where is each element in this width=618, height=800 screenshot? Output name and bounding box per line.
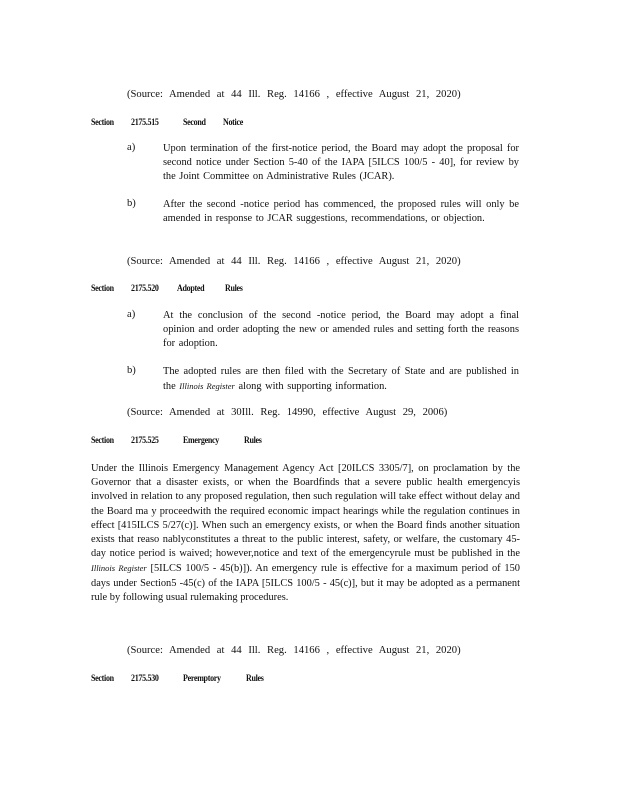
section-number: 2175.515 [131, 117, 159, 128]
section-525-body [91, 462, 520, 605]
item-520-b-text [163, 365, 519, 394]
text-run: [5ILCS 100/5 - 45(b)]). An emergency rule is effective for a maximum period of 150 days under Section5 -45(c) of the IAPA [5ILCS 100/5 - 45(c)], but it may be adopted as a permanent rule by following usual rulemaking procedures. [91, 563, 520, 603]
text-run: along with supporting information. [234, 381, 387, 393]
section-title-word: Emergency [183, 435, 219, 446]
source-note: (Source: Amended at 44 Ill. Reg. 14166 , effective August 21, 2020) [127, 645, 461, 656]
journal-name-italic: Illinois Register [179, 381, 235, 392]
section-title-word: Rules [225, 283, 243, 294]
text-run: Under the Illinois Emergency Management Agency Act [20ILCS 3305/7], on proclamation by the Governor that a disaster exists, or when the Boardfinds that a severe public health emergencyis involved in relation to any proposed regulation, then such regulation will take effect without delay and the Board ma y proceedwith the required economic impact hearings while the regulation continues in effect [415ILCS 5/27(c)]. When such an emergency exists, or when the Board finds another situation exists that reaso nablyconstitutes a threat to the public interest, safety, or welfare, the customary 45-day notice period is waived; however,notice and text of the emergencyrule must be published in the [91, 463, 520, 560]
item-515-b-text: After the second -notice period has commenced, the proposed rules will only be amended in response to JCAR suggestions, recommendations, or objection. [163, 199, 519, 225]
source-note: (Source: Amended at 44 Ill. Reg. 14166 , effective August 21, 2020) [127, 89, 461, 100]
section-title-word: Peremptory [183, 673, 221, 684]
section-label: Section [91, 117, 114, 128]
section-title-word: Rules [246, 673, 264, 684]
item-marker: b) [127, 365, 136, 376]
section-number: 2175.525 [131, 435, 159, 446]
journal-name-italic: Illinois Register [91, 563, 147, 574]
section-label: Section [91, 283, 114, 294]
source-note: (Source: Amended at 30Ill. Reg. 14990, effective August 29, 2006) [127, 407, 448, 418]
section-label: Section [91, 673, 114, 684]
section-title-word: Second [183, 117, 206, 128]
item-520-a-text: At the conclusion of the second -notice period, the Board may adopt a final opinion and order adopting the new or amended rules and setting forth the reasons for adoption. [163, 310, 519, 350]
section-title-word: Rules [244, 435, 262, 446]
section-number: 2175.530 [131, 673, 159, 684]
section-label: Section [91, 435, 114, 446]
item-marker: b) [127, 198, 136, 209]
section-title-word: Adopted [177, 283, 205, 294]
source-note: (Source: Amended at 44 Ill. Reg. 14166 , effective August 21, 2020) [127, 256, 461, 267]
section-number: 2175.520 [131, 283, 159, 294]
item-marker: a) [127, 309, 136, 320]
item-marker: a) [127, 142, 136, 153]
text-run: The adopted rules are then filed with the Secretary of State and are published in the [163, 366, 519, 393]
section-title-word: Notice [223, 117, 243, 128]
item-515-a-text: Upon termination of the first-notice period, the Board may adopt the proposal for second notice under Section 5-40 of the IAPA [5ILCS 100/5 - 40], for review by the Joint Committee on Administrative Rules (JCAR). [163, 143, 519, 183]
